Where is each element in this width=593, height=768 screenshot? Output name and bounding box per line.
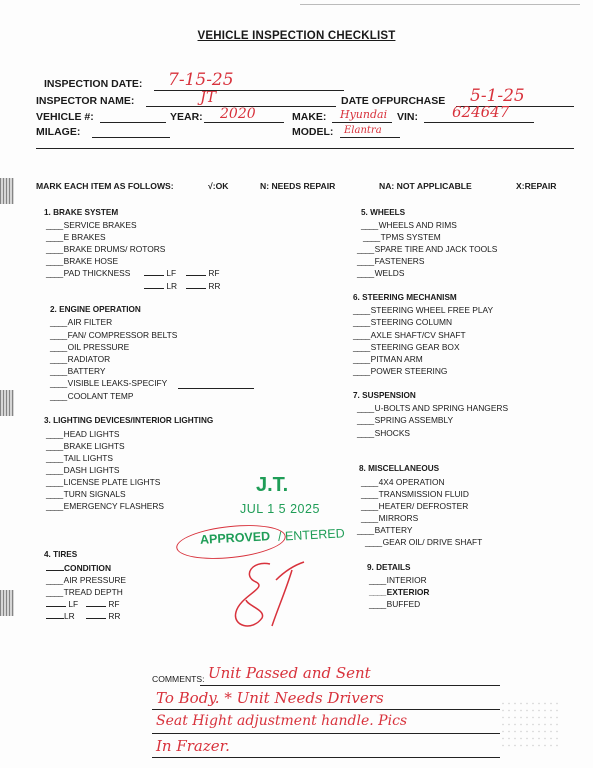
lighting-item: ____ LICENSE PLATE LIGHTS (46, 477, 160, 487)
lighting-item: ____ TURN SIGNALS (46, 489, 126, 499)
steering-item: ____ POWER STEERING (353, 366, 447, 376)
details-item: ____ INTERIOR (369, 575, 427, 585)
milage-line (92, 137, 170, 138)
tires-rf: RF (86, 599, 120, 609)
section-misc-title: 8. MISCELLANEOUS (359, 464, 440, 473)
lighting-item: ____ EMERGENCY FLASHERS (46, 501, 164, 511)
misc-item: ____ HEATER/ DEFROSTER (361, 501, 468, 511)
steering-item: ____ PITMAN ARM (353, 354, 423, 364)
legend-repair: X:REPAIR (516, 181, 557, 191)
stamp-entered: / ENTERED (277, 526, 346, 544)
tires-rr: RR (86, 611, 120, 621)
misc-item: ____ TRANSMISSION FLUID (361, 489, 469, 499)
wheels-item: ____ FASTENERS (357, 256, 424, 266)
brake-item: ____ BRAKE DRUMS/ ROTORS (46, 244, 165, 254)
engine-item: ____ VISIBLE LEAKS-SPECIFY (50, 378, 167, 388)
lighting-item: ____ BRAKE LIGHTS (46, 441, 125, 451)
date-of-purchase-value: 5-1-25 (470, 86, 525, 106)
tires-lr: LR (46, 611, 75, 621)
legend-needs-repair: N: NEEDS REPAIR (260, 181, 336, 191)
make-line (332, 122, 392, 123)
legend-ok: √:OK (208, 181, 229, 191)
comment-text-4: In Frazer. (156, 737, 230, 755)
section-wheels-title: 5. WHEELS (361, 208, 406, 217)
misc-item: ____ MIRRORS (361, 513, 418, 523)
year-value: 2020 (220, 106, 256, 122)
visible-leaks-line (178, 388, 254, 389)
steering-item: ____ STEERING GEAR BOX (353, 342, 460, 352)
scan-edge-line (300, 4, 580, 5)
stamp-initials: J.T. (256, 474, 289, 496)
section-brake-title: 1. BRAKE SYSTEM (44, 208, 119, 217)
comment-line-4 (152, 757, 500, 758)
brake-item: ____ E BRAKES (46, 232, 106, 242)
year-line (204, 122, 284, 123)
model-value: Elantra (344, 125, 382, 136)
comment-line-2 (152, 709, 500, 710)
lighting-item: ____ TAIL LIGHTS (46, 453, 113, 463)
comment-text-1: Unit Passed and Sent (208, 664, 371, 682)
scan-noise (500, 700, 560, 750)
brake-item: ____ PAD THICKNESS (46, 268, 130, 278)
wheels-item: ____ WELDS (357, 268, 404, 278)
details-item: ____ BUFFED (369, 599, 420, 609)
make-value: Hyundai (340, 108, 388, 121)
comment-text-3: Seat Hight adjustment handle. Pics (156, 713, 408, 729)
steering-item: ____ STEERING COLUMN (353, 317, 452, 327)
engine-item: ____ FAN/ COMPRESSOR BELTS (50, 330, 177, 340)
vin-label: VIN: (397, 111, 418, 123)
date-of-purchase-label: DATE OFPURCHASE (341, 95, 446, 107)
vehicle-number-label: VEHICLE #: (36, 111, 94, 123)
legend-mark-label: MARK EACH ITEM AS FOLLOWS: (36, 181, 174, 191)
tires-lf: LF (46, 599, 78, 609)
approved-stamp (176, 522, 346, 552)
header-divider (36, 148, 574, 149)
inspection-date-value: 7-15-25 (168, 70, 234, 90)
stamp-date: JUL 1 5 2025 (240, 502, 320, 516)
brake-item: ____ SERVICE BRAKES (46, 220, 137, 230)
lighting-item: ____ DASH LIGHTS (46, 465, 120, 475)
section-details-title: 9. DETAILS (367, 563, 411, 572)
pad-rf: RF (186, 268, 220, 278)
section-tires-title: 4. TIRES (44, 550, 78, 559)
section-engine-title: 2. ENGINE OPERATION (50, 305, 141, 314)
inspection-date-label: INSPECTION DATE: (44, 78, 143, 90)
section-lighting-title: 3. LIGHTING DEVICES/INTERIOR LIGHTING (44, 416, 214, 425)
engine-item: ____ OIL PRESSURE (50, 342, 129, 352)
tires-item: ____ TREAD DEPTH (46, 587, 123, 597)
inspector-name-label: INSPECTOR NAME: (36, 95, 135, 107)
vin-value: 624647 (452, 103, 510, 121)
brake-item: ____ BRAKE HOSE (46, 256, 118, 266)
misc-item: ____ BATTERY (357, 525, 413, 535)
engine-item: ____ RADIATOR (50, 354, 110, 364)
comments-label: COMMENTS: (152, 674, 205, 684)
engine-item: ____ BATTERY (50, 366, 106, 376)
document-title: VEHICLE INSPECTION CHECKLIST (197, 30, 396, 42)
section-suspension-title: 7. SUSPENSION (353, 391, 416, 400)
suspension-item: ____ U-BOLTS AND SPRING HANGERS (357, 403, 508, 413)
suspension-item: ____ SHOCKS (357, 428, 410, 438)
milage-label: MILAGE: (36, 126, 81, 138)
pad-lr: LR (144, 281, 177, 291)
pad-lf: LF (144, 268, 176, 278)
engine-item: ____ COOLANT TEMP (50, 391, 133, 401)
vin-line (424, 122, 534, 123)
stamp-approved: APPROVED (199, 529, 271, 547)
tires-item: ____ AIR PRESSURE (46, 575, 126, 585)
inspector-name-value: JT (200, 88, 217, 106)
model-line (340, 137, 400, 138)
details-item: ____ EXTERIOR (369, 587, 429, 597)
binding-holes (0, 390, 14, 416)
wheels-item: ____ SPARE TIRE AND JACK TOOLS (357, 244, 497, 254)
binding-holes (0, 178, 14, 204)
tires-condition: CONDITION (46, 563, 111, 573)
legend-not-applicable: NA: NOT APPLICABLE (379, 181, 472, 191)
wheels-item: ____ WHEELS AND RIMS (361, 220, 457, 230)
binding-holes (0, 590, 14, 616)
comment-line-1 (200, 685, 500, 686)
comment-text-2: To Body. * Unit Needs Drivers (156, 689, 384, 707)
model-label: MODEL: (292, 126, 334, 138)
lighting-item: ____ HEAD LIGHTS (46, 429, 120, 439)
steering-item: ____ STEERING WHEEL FREE PLAY (353, 305, 493, 315)
section-steering-title: 6. STEERING MECHANISM (353, 293, 457, 302)
engine-item: ____ AIR FILTER (50, 317, 112, 327)
make-label: MAKE: (292, 111, 327, 123)
inspection-date-line (154, 90, 344, 91)
inspector-signature (222, 556, 312, 636)
steering-item: ____ AXLE SHAFT/CV SHAFT (353, 330, 466, 340)
misc-item: ____ GEAR OIL/ DRIVE SHAFT (365, 537, 482, 547)
year-label: YEAR: (170, 111, 203, 123)
comment-line-3 (152, 733, 500, 734)
misc-item: ____ 4X4 OPERATION (361, 477, 445, 487)
pad-rr: RR (186, 281, 220, 291)
vehicle-number-line (100, 122, 166, 123)
suspension-item: ____ SPRING ASSEMBLY (357, 415, 453, 425)
wheels-item: ____ TPMS SYSTEM (363, 232, 441, 242)
